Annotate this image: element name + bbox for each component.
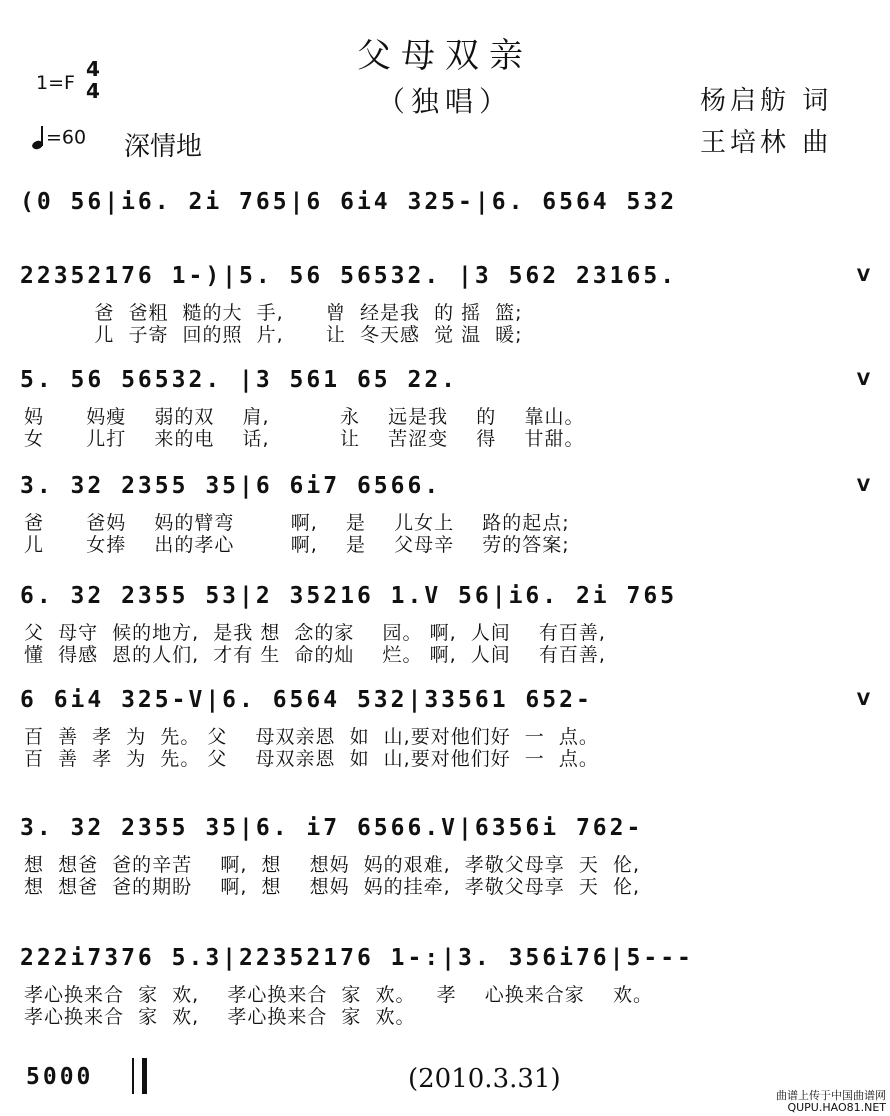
lyric-line-verse-2: 儿 女捧 出的孝心 啊, 是 父母辛 劳的答案; — [24, 534, 570, 556]
lyric-line-verse-2: 儿 子寄 回的照 片, 让 冬天感 觉 温 暖; — [24, 324, 523, 346]
breath-mark: V — [856, 370, 870, 390]
coda-notes: 5000 — [26, 1064, 94, 1090]
lyric-line-verse-1: 想 想爸 爸的辛苦 啊, 想 想妈 妈的艰难, 孝敬父母享 天 伦, — [24, 854, 640, 876]
lyric-line-verse-1: 爸 爸粗 糙的大 手, 曾 经是我 的 摇 篮; — [24, 302, 523, 324]
final-barline — [132, 1058, 147, 1094]
key-signature: 1=F — [36, 72, 75, 94]
watermark — [726, 1090, 886, 1114]
song-title: 父母双亲 — [357, 36, 533, 76]
notation-line — [20, 466, 870, 506]
composer-credit: 王培林 曲 — [700, 128, 833, 158]
notation-text: 6 6i4 325-V|6. 6564 532|33561 652- — [20, 687, 593, 713]
composition-date: (2010.3.31) — [408, 1064, 561, 1094]
time-signature-top: 4 — [86, 57, 100, 81]
lyric-line-verse-1: 孝心换来合 家 欢, 孝心换来合 家 欢。 孝 心换来合家 欢。 — [24, 984, 653, 1006]
notation-text: 22352176 1-)|5. 56 56532. |3 562 23165. — [20, 263, 678, 289]
breath-mark: V — [856, 690, 870, 710]
watermark-line-2: QUPU.HAO81.NET — [787, 1101, 886, 1114]
notation-text: (0 56|i6. 2i 765|6 6i4 325-|6. 6564 532 — [20, 189, 678, 215]
notation-line — [20, 808, 870, 848]
notation-text: 6. 32 2355 53|2 35216 1.V 56|i6. 2i 765 — [20, 583, 678, 609]
notation-text: 3. 32 2355 35|6. i7 6566.V|6356i 762- — [20, 815, 644, 841]
lyric-line-verse-1: 百 善 孝 为 先。 父 母双亲恩 如 山,要对他们好 一 点。 — [24, 726, 599, 748]
lyric-line-verse-1: 父 母守 候的地方, 是我 想 念的家 园。 啊, 人间 有百善, — [24, 622, 606, 644]
expression-marking: 深情地 — [124, 132, 203, 162]
notation-text: 222i7376 5.3|22352176 1-:|3. 356i76|5--- — [20, 945, 694, 971]
tempo-value: =60 — [46, 126, 87, 149]
lyric-line-verse-2: 孝心换来合 家 欢, 孝心换来合 家 欢。 — [24, 1006, 416, 1028]
time-signature-bottom: 4 — [86, 79, 100, 103]
lyricist-credit: 杨启舫 词 — [700, 86, 833, 116]
notation-text: 5. 56 56532. |3 561 65 22. — [20, 367, 459, 393]
notation-text: 3. 32 2355 35|6 6i7 6566. — [20, 473, 442, 499]
notation-line — [20, 938, 870, 978]
lyric-line-verse-2: 想 想爸 爸的期盼 啊, 想 想妈 妈的挂牵, 孝敬父母享 天 伦, — [24, 876, 640, 898]
time-signature — [86, 58, 100, 102]
lyric-line-verse-1: 爸 爸妈 妈的臂弯 啊, 是 儿女上 路的起点; — [24, 512, 570, 534]
notation-line — [20, 680, 870, 720]
lyric-line-verse-1: 妈 妈瘦 弱的双 肩, 永 远是我 的 靠山。 — [24, 406, 585, 428]
tempo-marking — [32, 126, 86, 150]
breath-mark: V — [856, 476, 870, 496]
notation-line — [20, 576, 870, 616]
lyric-line-verse-2: 懂 得感 恩的人们, 才有 生 命的灿 烂。 啊, 人间 有百善, — [24, 644, 606, 666]
notation-line — [20, 360, 870, 400]
lyric-line-verse-2: 百 善 孝 为 先。 父 母双亲恩 如 山,要对他们好 一 点。 — [24, 748, 599, 770]
quarter-note-icon — [32, 126, 46, 150]
notation-line — [20, 256, 870, 296]
lyric-line-verse-2: 女 儿打 来的电 话, 让 苦涩变 得 甘甜。 — [24, 428, 585, 450]
watermark-line-1: 曲谱上传于中国曲谱网 — [776, 1089, 886, 1102]
notation-line — [20, 182, 870, 222]
breath-mark: V — [856, 266, 870, 286]
song-subtitle: （独唱） — [376, 85, 513, 118]
